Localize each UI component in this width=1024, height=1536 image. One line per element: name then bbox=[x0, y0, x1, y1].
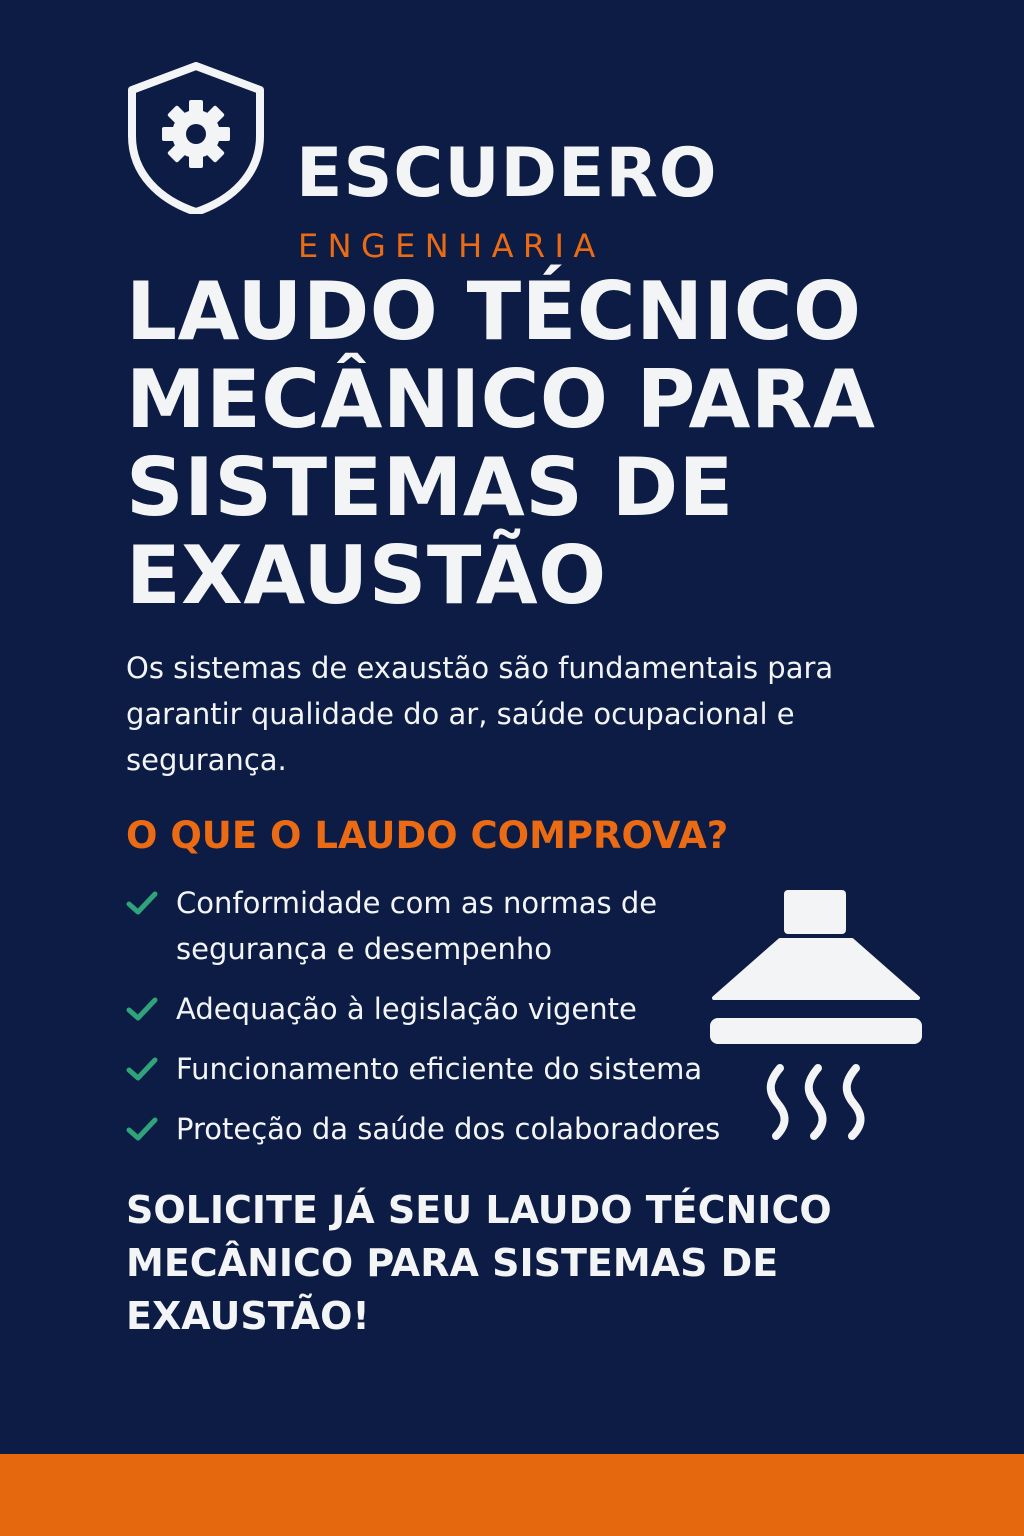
brand-logo bbox=[126, 62, 726, 265]
list-item-label: Funcionamento eficiente do sistema bbox=[176, 1052, 703, 1086]
title-line: MECÂNICO PARA bbox=[126, 353, 876, 446]
section-title: O QUE O LAUDO COMPROVA? bbox=[126, 814, 729, 857]
list-item bbox=[126, 986, 746, 1032]
list-item-label: Proteção da saúde dos colaboradores bbox=[176, 1112, 721, 1146]
checkmark-icon bbox=[126, 1056, 158, 1082]
cta-line: EXAUSTÃO! bbox=[126, 1294, 370, 1338]
list-item bbox=[126, 1046, 746, 1092]
checkmark-icon bbox=[126, 1116, 158, 1142]
cta-line: MECÂNICO PARA SISTEMAS DE bbox=[126, 1241, 779, 1285]
shield-gear-icon bbox=[126, 62, 266, 214]
footer-bar bbox=[0, 1454, 1024, 1536]
exhaust-hood-icon bbox=[706, 886, 926, 1144]
cta-line: SOLICITE JÁ SEU LAUDO TÉCNICO bbox=[126, 1188, 832, 1232]
title-line: EXAUSTÃO bbox=[126, 529, 607, 622]
list-item bbox=[126, 1106, 746, 1152]
title-line: LAUDO TÉCNICO bbox=[126, 265, 862, 358]
checkmark-icon bbox=[126, 890, 158, 916]
checkmark-icon bbox=[126, 996, 158, 1022]
benefits-list bbox=[126, 880, 746, 1166]
call-to-action bbox=[126, 1184, 946, 1343]
title-line: SISTEMAS DE bbox=[126, 441, 734, 534]
list-item-label: Conformidade com as normas de segurança e desempenho bbox=[176, 886, 658, 966]
intro-text: Os sistemas de exaustão são fundamentais para garantir qualidade do ar, saúde ocupacional e segurança. bbox=[126, 651, 834, 777]
list-item-label: Adequação à legislação vigente bbox=[176, 992, 637, 1026]
list-item bbox=[126, 880, 746, 972]
main-title bbox=[126, 265, 946, 622]
brand-subtitle: ENGENHARIA bbox=[298, 227, 605, 265]
brand-name: ESCUDERO bbox=[296, 134, 718, 213]
